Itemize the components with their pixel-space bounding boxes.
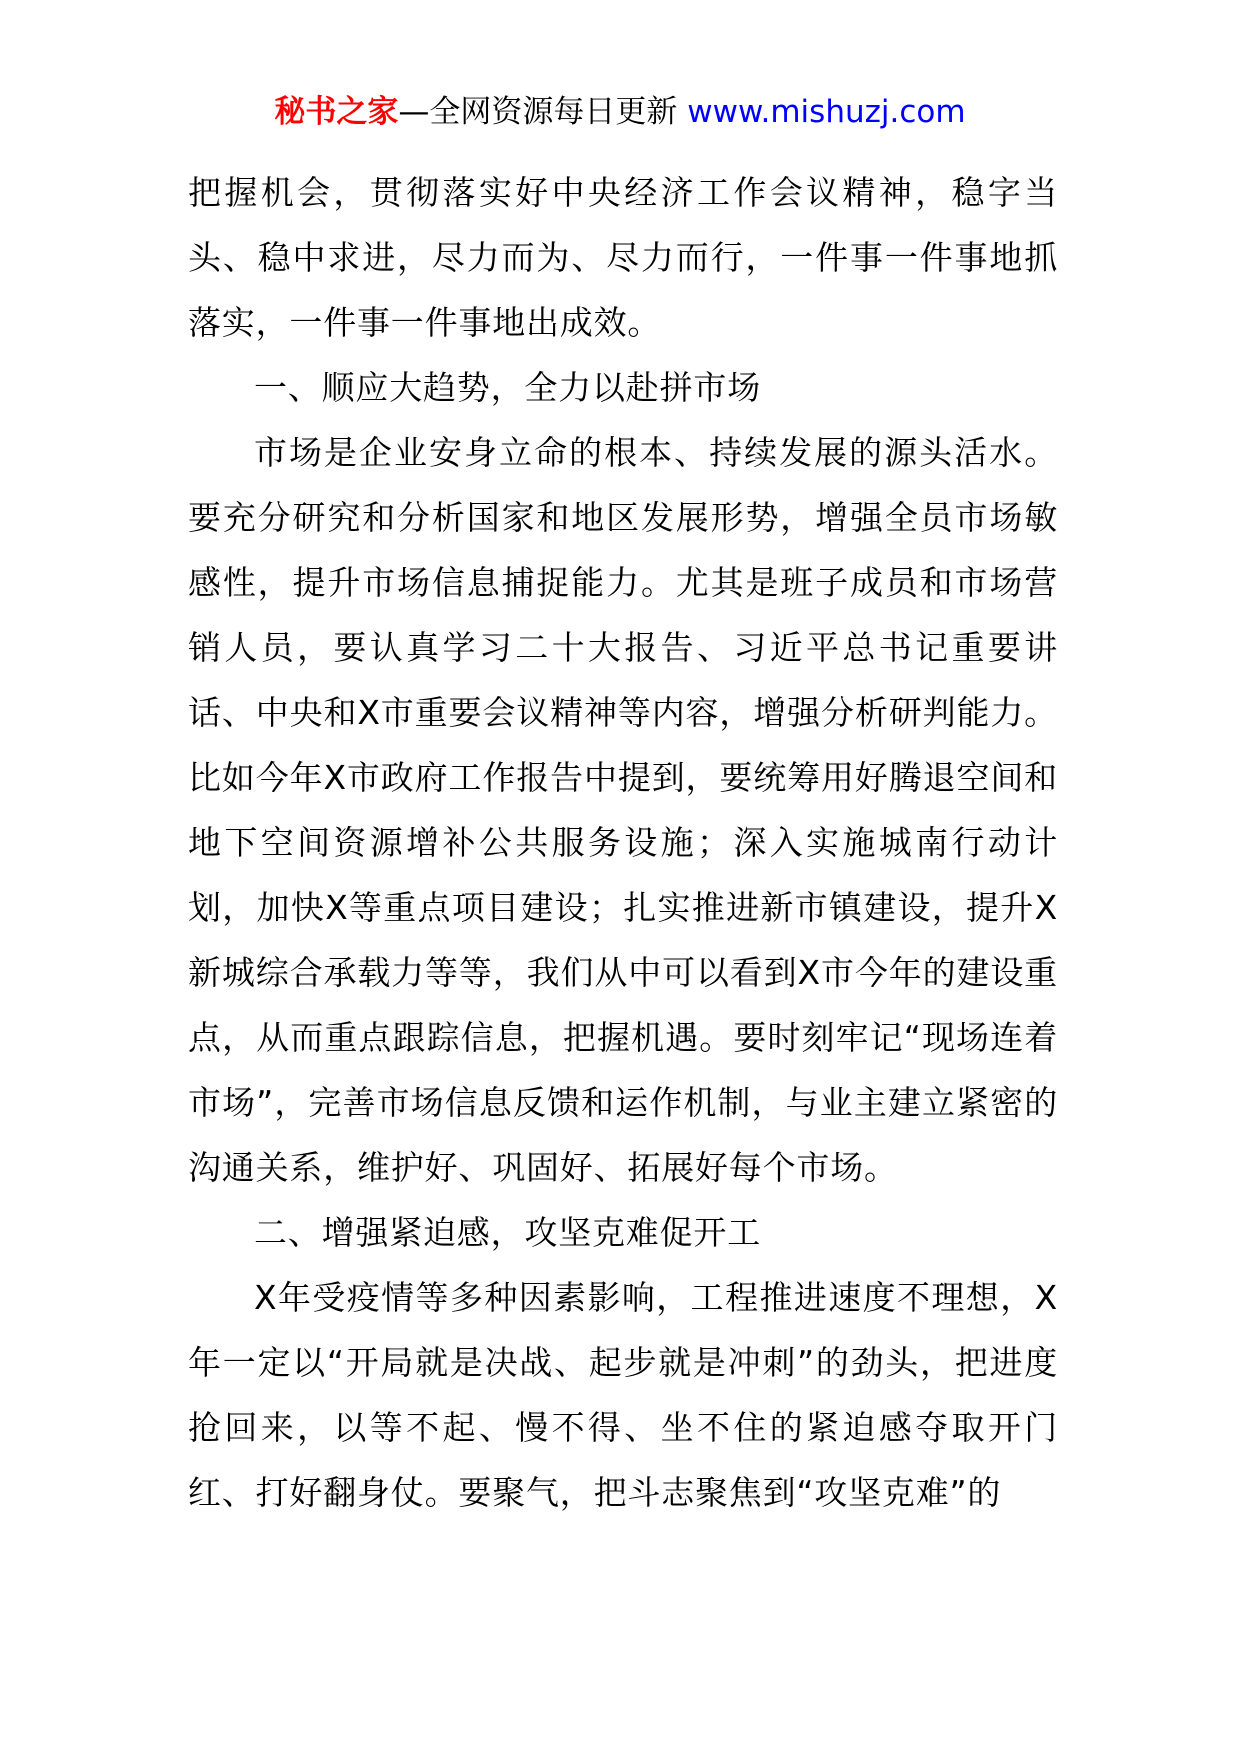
site-url[interactable]: www.mishuzj.com [687,94,966,130]
paragraph-urgency: X年受疫情等多种因素影响，工程推进速度不理想，X年一定以“开局就是决战、起步就是冲刺”的劲头，把进度抢回来，以等不起、慢不得、坐不住的紧迫感夺取开门红、打好翻身仗。要聚气，把斗志聚焦到“攻坚克难”的 [188,1278,1058,1512]
site-brand: 秘书之家 [274,94,399,130]
section-heading-1: 一、顺应大趋势，全力以赴拼市场 [254,368,761,407]
section-heading-2: 二、增强紧迫感，攻坚克难促开工 [254,1213,761,1252]
paragraph-market: 市场是企业安身立命的根本、持续发展的源头活水。要充分研究和分析国家和地区发展形势，增强全员市场敏感性，提升市场信息捕捉能力。尤其是班子成员和市场营销人员，要认真学习二十大报告、习近平总书记重要讲话、中央和X市重要会议精神等内容，增强分析研判能力。比如今年X市政府工作报告中提到，要统筹用好腾退空间和地下空间资源增补公共服务设施；深入实施城南行动计划，加快X等重点项目建设；扎实推进新市镇建设，提升X新城综合承载力等等，我们从中可以看到X市今年的建设重点，从而重点跟踪信息，把握机遇。要时刻牢记“现场连着市场”，完善市场信息反馈和运作机制，与业主建立紧密的沟通关系，维护好、巩固好、拓展好每个市场。 [188,433,1058,1187]
document-body [188,160,1058,1525]
site-header [0,92,1240,132]
site-tagline: —全网资源每日更新 [398,94,688,130]
paragraph-continuation: 把握机会，贯彻落实好中央经济工作会议精神，稳字当头、稳中求进，尽力而为、尽力而行，一件事一件事地抓落实，一件事一件事地出成效。 [188,173,1058,342]
